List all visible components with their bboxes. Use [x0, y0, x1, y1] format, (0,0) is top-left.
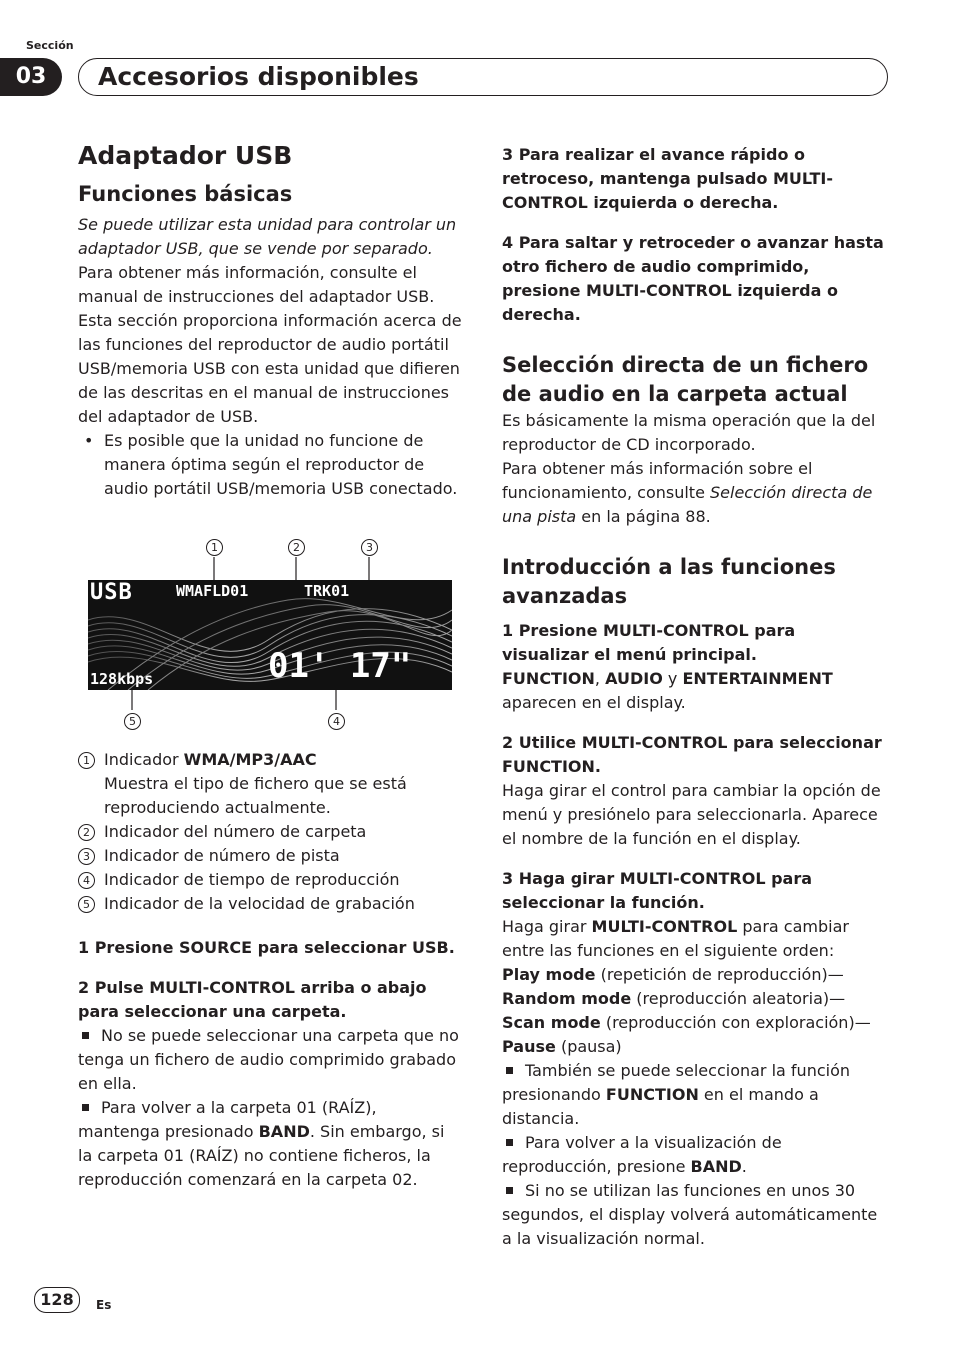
callout-3: 3	[361, 539, 378, 556]
square-bullet-icon	[506, 1067, 513, 1074]
language-label: Es	[96, 1298, 112, 1312]
mode-desc: (reproducción aleatoria)—	[631, 989, 846, 1008]
legend-item-2	[78, 820, 462, 844]
left-column-lower	[78, 748, 462, 1192]
mode-desc: (reproducción con exploración)—	[600, 1013, 871, 1032]
section-title: Accesorios disponibles	[98, 62, 419, 91]
note-text: Si no se utilizan las funciones en unos 30 segundos, el display volverá automáticamente a la visualización normal.	[502, 1181, 878, 1248]
mode-name: Random mode	[502, 989, 632, 1008]
mode-name: Play mode	[502, 965, 596, 984]
step-1: 1 Presione SOURCE para seleccionar USB.	[78, 938, 455, 957]
select-paragraph-1: Es básicamente la misma operación que la del reproductor de CD incorporado.	[502, 411, 876, 454]
adv-step-2-text: Haga girar el control para cambiar la opción de menú y presiónelo para seleccionarla. Aparece el nombre de la función en el display.	[502, 781, 881, 848]
lcd-bitrate: 128kbps	[90, 670, 154, 688]
select-paragraph-2	[502, 457, 886, 529]
text: para cambiar entre las funciones en el siguiente orden:	[502, 917, 849, 960]
step-2: 2 Pulse MULTI-CONTROL arriba o abajo para seleccionar una carpeta.	[78, 978, 427, 1021]
lcd-display	[88, 580, 452, 690]
text: aparecen en el display.	[502, 693, 686, 712]
note-text: Para volver a la visualización de reproducción, presione	[502, 1133, 782, 1176]
adv-step-3: 3 Haga girar MULTI-CONTROL para seleccionar la función.	[502, 869, 813, 912]
page-number: 128	[34, 1287, 80, 1313]
text: Haga girar	[502, 917, 592, 936]
mode-name: Pause	[502, 1037, 556, 1056]
square-bullet-icon	[82, 1032, 89, 1039]
section-label: Sección	[26, 39, 74, 52]
legend-num: 2	[78, 824, 95, 841]
mode-name: Scan mode	[502, 1013, 601, 1032]
legend-subtext: Muestra el tipo de fichero que se está reproduciendo actualmente.	[104, 774, 407, 817]
legend-num: 1	[78, 752, 95, 769]
legend-item-3	[78, 844, 462, 868]
lcd-format-folder: WMAFLD01	[176, 582, 249, 600]
bullet-item	[78, 429, 462, 501]
legend-num: 4	[78, 872, 95, 889]
intro-text: Para obtener más información, consulte el manual de instrucciones del adaptador USB. Esta sección proporciona información acerca de las funciones del reproductor de audio portátil USB/memoria USB con esta unidad que difieren de las descritas en el manual de instrucciones del adaptador de USB.	[78, 263, 462, 426]
intro-italic: Se puede utilizar esta unidad para controlar un adaptador USB, que se vende por separado.	[78, 215, 457, 258]
heading-direct-selection: Selección directa de un fichero de audio en la carpeta actual	[502, 353, 869, 406]
bold: MULTI-CONTROL	[591, 917, 738, 936]
legend-text: Indicador de tiempo de reproducción	[104, 870, 400, 889]
subtitle-basic-functions: Funciones básicas	[78, 182, 293, 206]
legend-num: 5	[78, 896, 95, 913]
note-bold: BAND	[690, 1157, 742, 1176]
legend-item-1	[78, 748, 462, 820]
text: y	[662, 669, 683, 688]
page-title: Adaptador USB	[78, 141, 293, 170]
note-2	[78, 1096, 462, 1192]
note-bold: FUNCTION	[605, 1085, 699, 1104]
legend-num: 3	[78, 848, 95, 865]
legend-item-5	[78, 892, 462, 916]
bullet-text: Es posible que la unidad no funcione de manera óptima según el reproductor de audio portátil USB/memoria USB conectado.	[104, 431, 458, 498]
square-bullet-icon	[506, 1139, 513, 1146]
note-c	[502, 1179, 886, 1251]
note-text: Para volver a la carpeta 01 (RAÍZ), mantenga presionado	[78, 1098, 377, 1141]
left-column	[78, 140, 462, 501]
mode-desc: (pausa)	[555, 1037, 622, 1056]
square-bullet-icon	[506, 1187, 513, 1194]
legend-text: Indicador	[104, 750, 184, 769]
lcd-usb-label: USB	[90, 580, 133, 605]
square-bullet-icon	[82, 1104, 89, 1111]
lcd-track: TRK01	[304, 582, 350, 600]
bold: FUNCTION	[502, 669, 595, 688]
text: ,	[594, 669, 606, 688]
cross-reference: Selección directa de una pista	[502, 483, 873, 526]
lcd-time: 01' 17"	[268, 646, 412, 686]
note-text: También se puede seleccionar la función presionando	[502, 1061, 851, 1104]
note-b	[502, 1131, 886, 1179]
section-number-badge: 03	[0, 58, 62, 96]
heading-advanced-functions: Introducción a las funciones avanzadas	[502, 555, 836, 608]
adv-step-3-text	[502, 915, 886, 1059]
right-column	[502, 143, 886, 1251]
mode-desc: (repetición de reproducción)—	[595, 965, 844, 984]
note-1	[78, 1024, 462, 1096]
adv-step-1: 1 Presione MULTI-CONTROL para visualizar el menú principal.	[502, 621, 796, 664]
callout-2: 2	[288, 539, 305, 556]
adv-step-2: 2 Utilice MULTI-CONTROL para seleccionar FUNCTION.	[502, 733, 882, 776]
legend-text: Indicador del número de carpeta	[104, 822, 367, 841]
note-text: No se puede seleccionar una carpeta que no tenga un fichero de audio comprimido grabado en ella.	[78, 1026, 459, 1093]
step-4: 4 Para saltar y retroceder o avanzar hasta otro fichero de audio comprimido, presione MULTI-CONTROL izquierda o derecha.	[502, 233, 884, 324]
legend-item-4	[78, 868, 462, 892]
adv-step-1-text	[502, 667, 886, 715]
step-3: 3 Para realizar el avance rápido o retroceso, mantenga pulsado MULTI-CONTROL izquierda o derecha.	[502, 145, 833, 212]
legend-bold: WMA/MP3/AAC	[183, 750, 317, 769]
note-bold: BAND	[258, 1122, 310, 1141]
text: en la página 88.	[576, 507, 711, 526]
note-text: en el mando a distancia.	[502, 1085, 819, 1128]
callout-4: 4	[328, 713, 345, 730]
text: Para obtener más información sobre el funcionamiento, consulte	[502, 459, 813, 502]
legend-text: Indicador de la velocidad de grabación	[104, 894, 415, 913]
legend-text: Indicador de número de pista	[104, 846, 340, 865]
note-text: .	[741, 1157, 747, 1176]
note-a	[502, 1059, 886, 1131]
bullet-dot-icon: •	[84, 431, 94, 450]
note-text: . Sin embargo, si la carpeta 01 (RAÍZ) no contiene ficheros, la reproducción comenzará en la carpeta 02.	[78, 1122, 445, 1189]
callout-1: 1	[206, 539, 223, 556]
bold: AUDIO	[605, 669, 663, 688]
callout-5: 5	[124, 713, 141, 730]
bold: ENTERTAINMENT	[682, 669, 833, 688]
